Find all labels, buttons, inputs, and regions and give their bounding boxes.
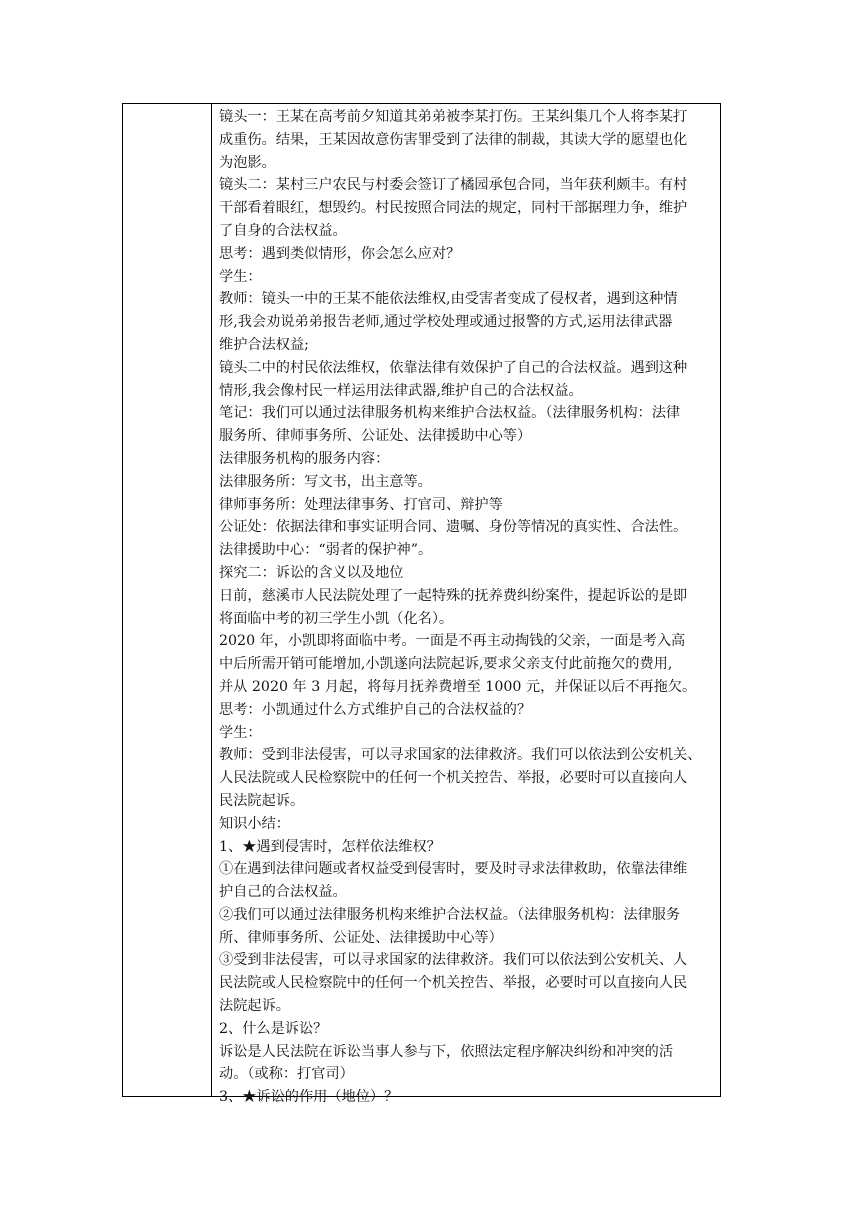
text-line: 公证处：依据法律和事实证明合同、遗嘱、身份等情况的真实性、合法性。 bbox=[219, 519, 688, 536]
lesson-table bbox=[122, 103, 721, 1106]
text-line: 形,我会劝说弟弟报告老师,通过学校处理或通过报警的方式,运用法律武器 bbox=[219, 314, 673, 331]
text-line: 3、★诉讼的作用（地位）？ bbox=[219, 1089, 399, 1106]
text-line: 干部看着眼红，想毁约。村民按照合同法的规定，同村干部据理力争，维护 bbox=[219, 200, 688, 217]
text-line: 镜头二：某村三户农民与村委会签订了橘园承包合同，当年获利颇丰。有村 bbox=[219, 177, 688, 194]
text-line: 法律服务机构的服务内容： bbox=[219, 450, 390, 467]
text-line: ①在遇到法律问题或者权益受到侵害时，要及时寻求法律救助，依靠法律维 bbox=[219, 861, 688, 878]
text-line: 法律援助中心：“弱者的保护神”。 bbox=[219, 542, 433, 559]
text-line: 了自身的合法权益。 bbox=[219, 222, 347, 239]
text-line: 教师：镜头一中的王某不能依法维权,由受害者变成了侵权者，遇到这种情 bbox=[219, 291, 678, 308]
text-line: 所、律师事务所、公证处、法律援助中心等） bbox=[219, 929, 503, 946]
text-line: 笔记：我们可以通过法律服务机构来维护合法权益。（法律服务机构：法律 bbox=[219, 405, 681, 422]
text-line: 日前，慈溪市人民法院处理了一起特殊的抚养费纠纷案件，提起诉讼的是即 bbox=[219, 587, 688, 604]
text-line: 人民法院或人民检察院中的任何一个机关控告、举报，必要时可以直接向人 bbox=[219, 770, 688, 787]
text-line: 思考：遇到类似情形，你会怎么应对？ bbox=[219, 245, 461, 262]
text-line: 镜头一：王某在高考前夕知道其弟弟被李某打伤。王某纠集几个人将李某打 bbox=[219, 109, 688, 125]
text-line: 教师：受到非法侵害，可以寻求国家的法律救济。我们可以依法到公安机关、 bbox=[219, 747, 702, 764]
text-line: 思考：小凯通过什么方式维护自己的合法权益的？ bbox=[219, 701, 532, 718]
text-line: 探究二：诉讼的含义以及地位 bbox=[219, 564, 404, 581]
text-line: ②我们可以通过法律服务机构来维护合法权益。（法律服务机构：法律服务 bbox=[219, 906, 681, 923]
content-cell bbox=[219, 106, 716, 1109]
text-line: 将面临中考的初三学生小凯（化名）。 bbox=[219, 610, 454, 627]
text-line: 律师事务所：处理法律事务、打官司、辩护等 bbox=[219, 496, 503, 513]
text-line: 动。（或称：打官司） bbox=[219, 1066, 354, 1083]
text-line: 镜头二中的村民依法维权，依靠法律有效保护了自己的合法权益。遇到这种 bbox=[219, 359, 688, 376]
text-line: 学生： bbox=[219, 724, 262, 741]
text-line: 法院起诉。 bbox=[219, 998, 290, 1015]
text-line: 知识小结： bbox=[219, 815, 290, 832]
text-line: ③受到非法侵害，可以寻求国家的法律救济。我们可以依法到公安机关、人 bbox=[219, 952, 688, 969]
text-line: 护自己的合法权益。 bbox=[219, 884, 347, 901]
text-line: 法律服务所：写文书，出主意等。 bbox=[219, 473, 432, 490]
text-line: 1、★遇到侵害时，怎样依法维权？ bbox=[219, 838, 441, 855]
text-line: 民法院起诉。 bbox=[219, 792, 305, 809]
text-line: 情形,我会像村民一样运用法律武器,维护自己的合法权益。 bbox=[219, 382, 583, 399]
text-line: 2020 年，小凯即将面临中考。一面是不再主动掏钱的父亲，一面是考入高 bbox=[219, 633, 686, 650]
text-line: 维护合法权益; bbox=[219, 336, 309, 353]
text-line: 并从 2020 年 3 月起，将每月抚养费增至 1000 元，并保证以后不再拖欠。 bbox=[219, 678, 697, 695]
text-line: 服务所、律师事务所、公证处、法律援助中心等） bbox=[219, 428, 532, 445]
text-line: 为泡影。 bbox=[219, 154, 276, 171]
text-line: 学生： bbox=[219, 268, 262, 285]
left-column-cell bbox=[123, 104, 212, 1096]
text-line: 成重伤。结果，王某因故意伤害罪受到了法律的制裁，其读大学的愿望也化 bbox=[219, 131, 688, 148]
text-line: 2、什么是诉讼？ bbox=[219, 1020, 328, 1037]
text-line: 民法院或人民检察院中的任何一个机关控告、举报，必要时可以直接向人民 bbox=[219, 975, 688, 992]
text-line: 中后所需开销可能增加,小凯遂向法院起诉,要求父亲支付此前拖欠的费用, bbox=[219, 656, 673, 673]
text-line: 诉讼是人民法院在诉讼当事人参与下，依照法定程序解决纠纷和冲突的活 bbox=[219, 1043, 674, 1060]
